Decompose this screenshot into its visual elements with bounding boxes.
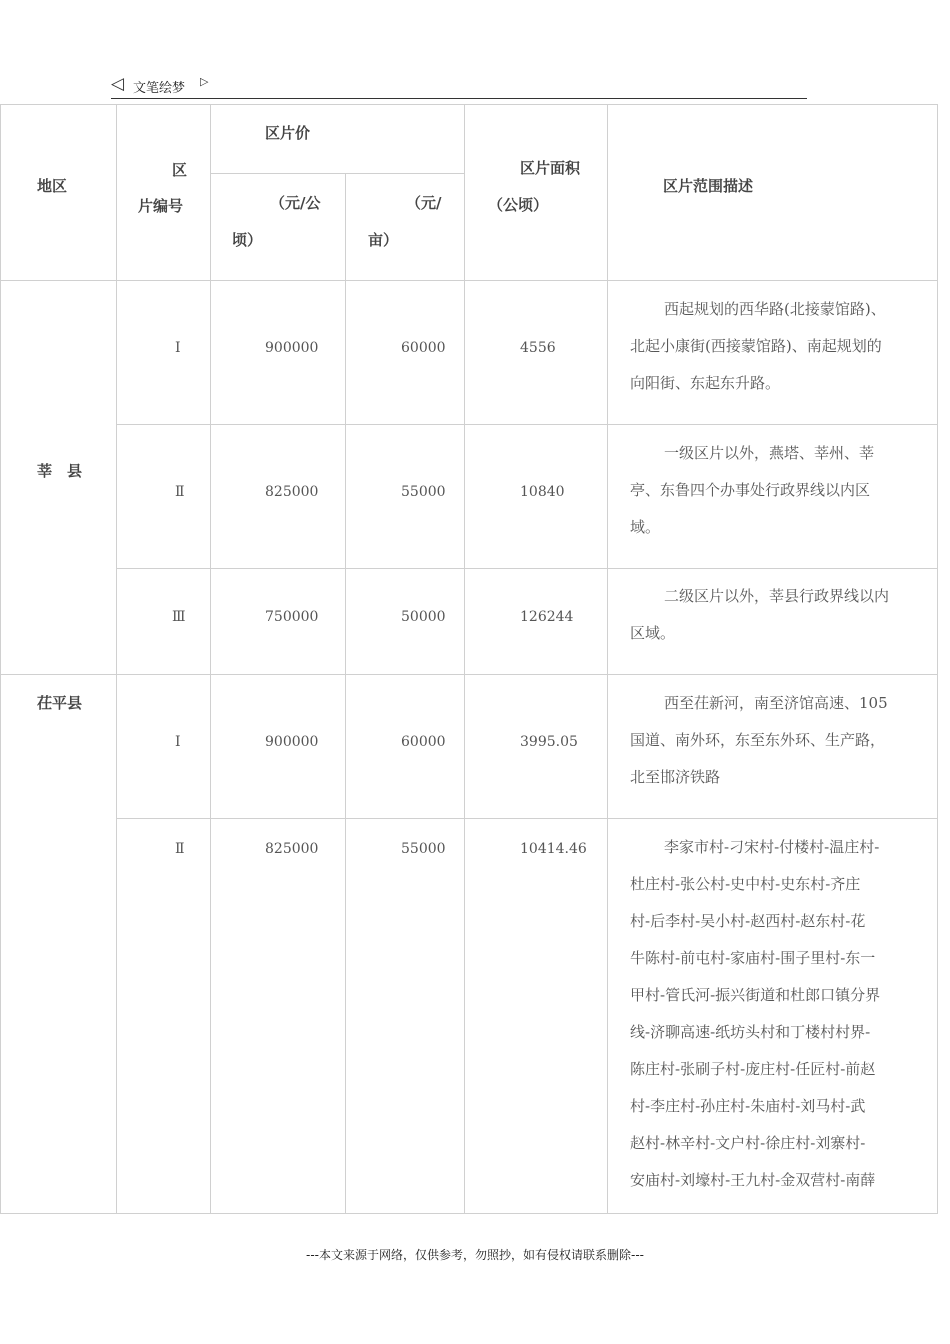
header-desc: 区片范围描述 xyxy=(663,177,754,195)
cell-desc-line: 一级区片以外，燕塔、莘州、莘 xyxy=(664,444,875,462)
cell-price-mu: 55000 xyxy=(401,484,446,500)
cell-desc-line: 安庙村-刘壕村-王九村-金双营村-南薛 xyxy=(630,1171,876,1189)
header-price: 区片价 xyxy=(265,124,311,142)
cell-desc-line: 赵村-林辛村-文户村-徐庄村-刘寨村- xyxy=(630,1134,866,1152)
cell-area: 10840 xyxy=(520,484,565,500)
triangle-right-icon: ▷ xyxy=(200,75,209,88)
cell-desc-line: 域。 xyxy=(630,518,661,536)
cell-desc-line: 杜庄村-张公村-史中村-史东村-齐庄 xyxy=(630,875,861,893)
header-region: 地区 xyxy=(37,177,68,195)
header-code-line2: 片编号 xyxy=(138,197,184,215)
cell-code: Ⅰ xyxy=(175,340,181,356)
cell-price-mu: 60000 xyxy=(401,734,446,750)
cell-desc-line: 甲村-管氏河-振兴街道和杜郎口镇分界 xyxy=(630,986,881,1004)
header-price-mu-line2: 亩） xyxy=(368,231,399,249)
cell-area: 3995.05 xyxy=(520,734,578,750)
cell-area: 10414.46 xyxy=(520,841,587,857)
cell-area: 126244 xyxy=(520,609,574,625)
cell-desc-line: 李家市村-刁宋村-付楼村-温庄村- xyxy=(664,838,880,856)
cell-desc-line: 国道、南外环，东至东外环、生产路， xyxy=(630,731,886,749)
cell-price-ha: 825000 xyxy=(265,484,319,500)
header-logo-text: 文笔绘梦 xyxy=(133,81,186,96)
cell-desc-line: 陈庄村-张刷子村-庞庄村-任匠村-前赵 xyxy=(630,1060,876,1078)
cell-desc-line: 亭、东鲁四个办事处行政界线以内区 xyxy=(630,481,871,499)
cell-desc-line: 二级区片以外，莘县行政界线以内 xyxy=(664,587,890,605)
cell-desc-line: 北至邯济铁路 xyxy=(630,768,721,786)
cell-price-ha: 900000 xyxy=(265,734,319,750)
page-header xyxy=(111,72,807,99)
cell-price-mu: 50000 xyxy=(401,609,446,625)
cell-code: Ⅲ xyxy=(172,609,186,625)
header-area-line2: （公顷） xyxy=(488,196,549,214)
triangle-left-icon: ◁ xyxy=(111,74,125,94)
cell-desc-line: 牛陈村-前屯村-家庙村-围子里村-东一 xyxy=(630,949,876,967)
cell-area: 4556 xyxy=(520,340,556,356)
cell-code: Ⅱ xyxy=(175,841,185,857)
cell-desc-line: 西至茌新河，南至济馆高速、105 xyxy=(664,694,888,712)
cell-desc-line: 村-李庄村-孙庄村-朱庙村-刘马村-武 xyxy=(630,1097,866,1115)
header-price-mu-line1: （元/ xyxy=(406,194,442,212)
header-code-line1: 区 xyxy=(172,161,188,179)
cell-desc-line: 村-后李村-吴小村-赵西村-赵东村-花 xyxy=(630,912,866,930)
cell-desc-line: 北起小康街(西接蒙馆路)、南起规划的 xyxy=(630,337,882,355)
cell-price-ha: 750000 xyxy=(265,609,319,625)
cell-price-ha: 900000 xyxy=(265,340,319,356)
region-name: 茌平县 xyxy=(37,694,83,712)
cell-price-ha: 825000 xyxy=(265,841,319,857)
cell-code: Ⅰ xyxy=(175,734,181,750)
header-price-ha-line1: （元/公 xyxy=(270,194,321,212)
cell-desc-line: 向阳街、东起东升路。 xyxy=(630,374,781,392)
page-footer: ---本文来源于网络，仅供参考，勿照抄，如有侵权请联系删除--- xyxy=(306,1248,644,1262)
cell-code: Ⅱ xyxy=(175,484,185,500)
cell-desc-line: 西起规划的西华路(北接蒙馆路)、 xyxy=(664,300,886,318)
cell-desc-line: 区域。 xyxy=(630,624,676,642)
header-price-ha-line2: 顷） xyxy=(232,231,263,249)
cell-price-mu: 60000 xyxy=(401,340,446,356)
region-name: 莘 县 xyxy=(37,462,83,480)
cell-desc-line: 线-济聊高速-纸坊头村和丁楼村村界- xyxy=(630,1023,871,1041)
cell-price-mu: 55000 xyxy=(401,841,446,857)
header-area-line1: 区片面积 xyxy=(520,159,581,177)
